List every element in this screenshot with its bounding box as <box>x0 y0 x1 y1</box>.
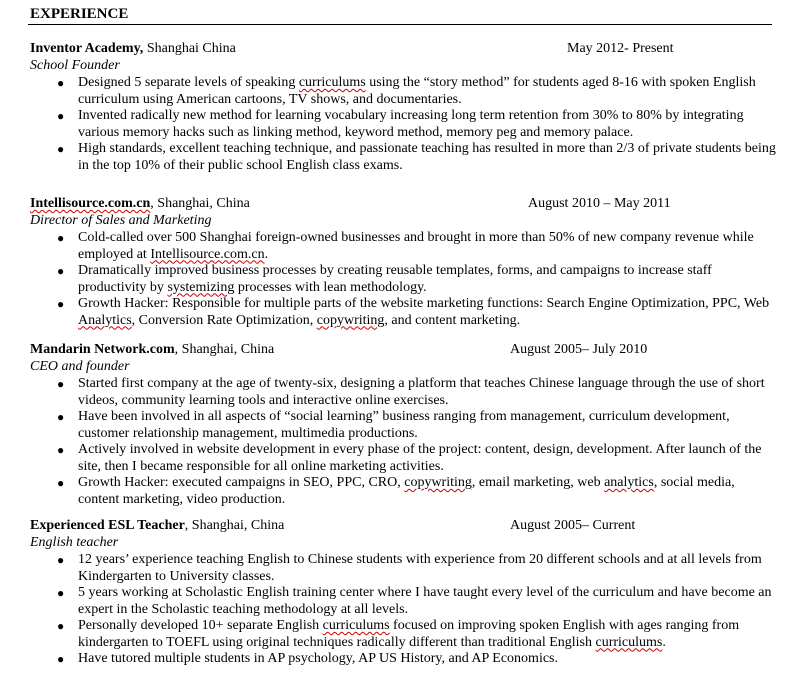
job-location: , Shanghai, China <box>184 518 285 533</box>
job-location: , Shanghai, China <box>174 342 275 357</box>
list-item: ● Started first company at the age of twenty-six, designing a platform that teaches Chinese language through the use of short videos, community learning tools and interactive online exercises. <box>57 376 765 408</box>
bullet-icon: ● <box>57 553 65 567</box>
job-entry <box>30 518 774 668</box>
bullet-icon: ● <box>57 109 65 123</box>
bullet-icon: ● <box>57 619 65 633</box>
spellcheck-word: copywriting <box>404 475 472 490</box>
list-item: ● Growth Hacker: Responsible for multiple parts of the website marketing functions: Search Engine Optimization, PPC, Web Analytics, Conversion Rate Optimization, copywriting, and content marketing. <box>57 296 770 328</box>
company-name: Inventor Academy, <box>30 41 144 56</box>
company-name: Mandarin Network.com <box>30 342 175 357</box>
list-item: ● 12 years’ experience teaching English to Chinese students with experience from 20 different schools and at all levels from Kindergarten to University classes. <box>57 552 762 584</box>
list-item: ● Cold-called over 500 Shanghai foreign-owned businesses and brought in more than 50% of new company revenue while employed at Intellisource.com.cn. <box>57 230 754 262</box>
bullet-icon: ● <box>57 377 65 391</box>
list-item: ● Personally developed 10+ separate English curriculums focused on improving spoken English with ages ranging from kindergarten to TOEFL using original techniques radically different than traditional English curriculums. <box>57 618 740 650</box>
spellcheck-word: systemizing <box>167 279 235 295</box>
bullet-icon: ● <box>57 652 65 666</box>
job-date: August 2005– July 2010 <box>510 342 648 357</box>
list-item: ● Invented radically new method for learning vocabulary increasing long term retention from 30% to 80% by integrating various memory hacks such as linking method, keyword method, memory peg and memory palace. <box>57 108 744 140</box>
spellcheck-word: analytics <box>604 475 654 490</box>
job-entry <box>30 196 774 329</box>
bullet-list <box>30 376 774 508</box>
list-item: ● Dramatically improved business processes by creating reusable templates, forms, and campaigns to increase staff productivity by systemizing processes with lean methodology. <box>57 263 712 295</box>
list-item: ● Have tutored multiple students in AP psychology, AP US History, and AP Economics. <box>57 651 558 666</box>
job-date: August 2005– Current <box>510 518 636 533</box>
job-date: August 2010 – May 2011 <box>528 196 671 211</box>
spellcheck-word: curriculums <box>322 618 390 633</box>
list-item: ● Actively involved in website development in every phase of the project: content, design, development. After launch of the site, then I became responsible for all online marketing activities. <box>57 442 762 474</box>
spellcheck-word: Intellisource.com.cn <box>150 246 265 262</box>
list-item: ● 5 years working at Scholastic English training center where I have taught every level of the curriculum and have become an expert in the Scholastic teaching methodology at all levels. <box>57 585 772 617</box>
job-header <box>30 342 774 359</box>
bullet-icon: ● <box>57 443 65 457</box>
bullet-list <box>30 230 774 329</box>
job-role: Director of Sales and Marketing <box>30 213 212 228</box>
bullet-icon: ● <box>57 410 65 424</box>
job-header <box>30 196 774 213</box>
job-role: School Founder <box>30 58 120 73</box>
job-role: English teacher <box>30 535 119 550</box>
job-entry <box>30 41 774 174</box>
job-date: May 2012- Present <box>567 41 674 56</box>
spellcheck-word: Analytics <box>78 312 132 328</box>
job-role: CEO and founder <box>30 359 130 374</box>
bullet-icon: ● <box>57 231 65 245</box>
bullet-icon: ● <box>57 264 65 278</box>
bullet-icon: ● <box>57 76 65 90</box>
bullet-list <box>30 75 774 174</box>
job-header <box>30 518 774 535</box>
company-name: Experienced ESL Teacher <box>30 518 185 533</box>
bullet-icon: ● <box>57 586 65 600</box>
bullet-icon: ● <box>57 297 65 311</box>
job-entry <box>30 342 774 508</box>
job-location: , Shanghai, China <box>150 196 250 211</box>
bullet-icon: ● <box>57 142 65 156</box>
section-divider <box>28 24 772 25</box>
section-title: EXPERIENCE <box>30 6 129 22</box>
list-item: ● Designed 5 separate levels of speaking curriculums using the “story method” for students aged 8-16 with spoken English curriculum using American cartoons, TV shows, and documentaries. <box>57 75 756 107</box>
list-item: ● Growth Hacker: executed campaigns in SEO, PPC, CRO, copywriting, email marketing, web analytics, social media, content marketing, video production. <box>57 475 735 507</box>
company-name: Intellisource.com.cn <box>30 196 151 211</box>
spellcheck-word: copywriting <box>316 312 385 328</box>
list-item: ● Have been involved in all aspects of “social learning” business ranging from management, curriculum development, customer relationship management, multimedia productions. <box>57 409 730 441</box>
bullet-list <box>30 552 774 668</box>
spellcheck-word: curriculums <box>595 634 663 650</box>
list-item: ● High standards, excellent teaching technique, and passionate teaching has resulted in more than 2/3 of private students being in the top 10% of their public school English class exams. <box>57 141 776 173</box>
job-location: Shanghai China <box>143 41 236 56</box>
bullet-icon: ● <box>57 476 65 490</box>
job-header <box>30 41 774 58</box>
spellcheck-word: curriculums <box>298 75 366 90</box>
